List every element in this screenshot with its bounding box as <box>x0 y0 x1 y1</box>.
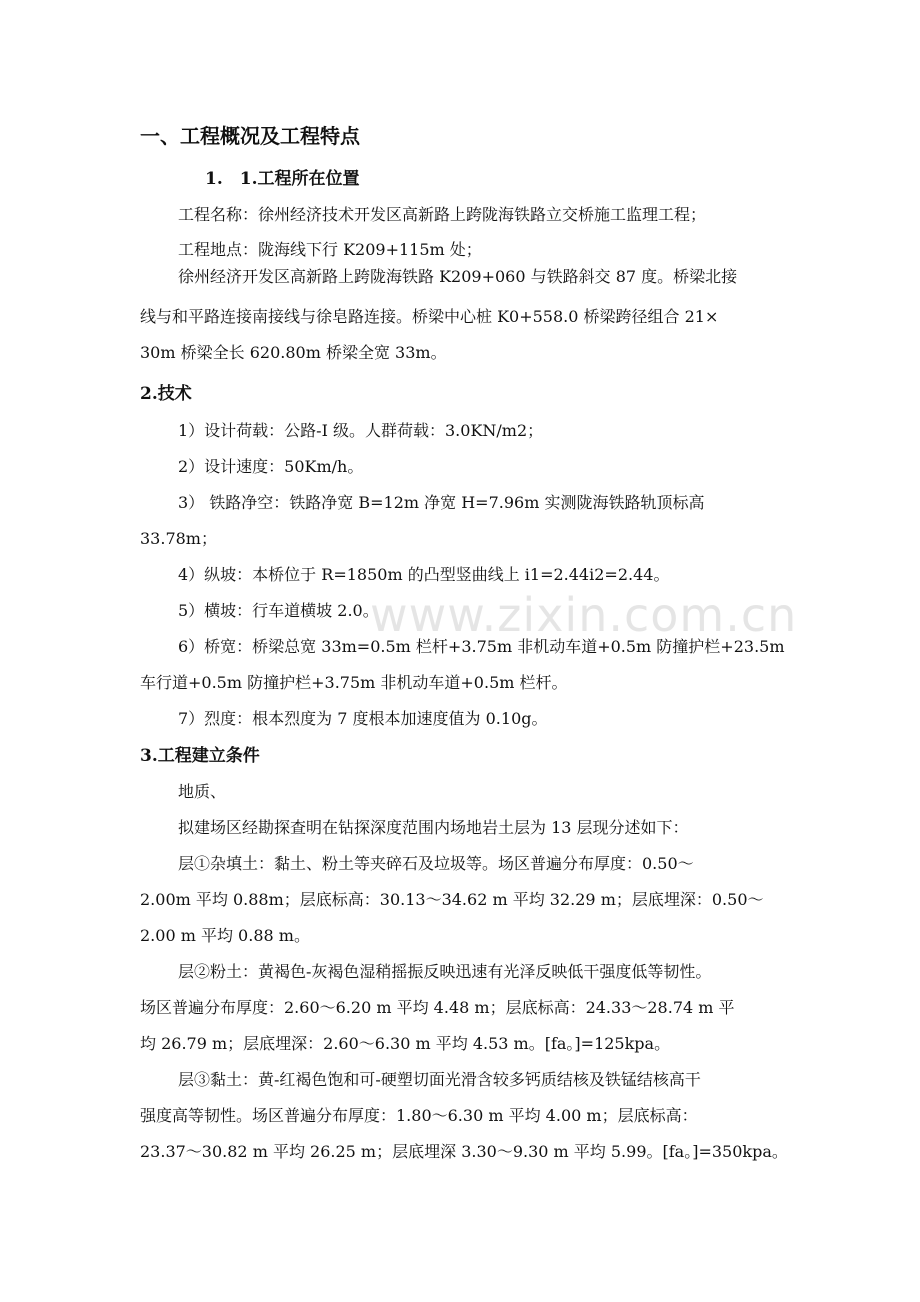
layer-2-line-1: 层②粉土：黄褐色-灰褐色湿稍摇振反映迅速有光泽反映低干强度低等韧性。 <box>178 962 712 981</box>
paragraph-bridge-line-1: 徐州经济开发区高新路上跨陇海铁路 K209+060 与铁路斜交 87 度。桥梁北接 <box>178 267 738 286</box>
layer-1-line-3: 2.00 m 平均 0.88 m。 <box>140 926 310 945</box>
layer-3-line-1: 层③黏土：黄-红褐色饱和可-硬塑切面光滑含较多钙质结核及铁锰结核高干 <box>178 1070 701 1089</box>
tech-item-2: 2）设计速度：50Km/h。 <box>178 457 364 476</box>
tech-item-5: 5）横坡：行车道横坡 2.0。 <box>178 601 379 620</box>
watermark: www.zixin.com.cn <box>370 588 798 642</box>
condition-geology-summary: 拟建场区经勘探查明在钻探深度范围内场地岩土层为 13 层现分述如下： <box>178 818 689 837</box>
paragraph-bridge-line-2: 线与和平路连接南接线与徐皂路连接。桥梁中心桩 K0+558.0 桥梁跨径组合 21× <box>140 307 719 326</box>
tech-item-6-line-1: 6）桥宽：桥梁总宽 33m=0.5m 栏杆+3.75m 非机动车道+0.5m 防撞护栏+23.5m <box>178 637 785 656</box>
tech-item-6-line-2: 车行道+0.5m 防撞护栏+3.75m 非机动车道+0.5m 栏杆。 <box>140 673 568 692</box>
layer-3-line-3: 23.37～30.82 m 平均 26.25 m；层底埋深 3.30～9.30 m 平均 5.99。[fa。]=350kpa。 <box>140 1142 788 1161</box>
tech-item-3-line-2: 33.78m； <box>140 529 217 548</box>
condition-geology-label: 地质、 <box>178 782 227 801</box>
tech-item-3-line-1: 3） 铁路净空：铁路净宽 B=12m 净宽 H=7.96m 实测陇海铁路轨顶标高 <box>178 493 705 512</box>
tech-item-4: 4）纵坡：本桥位于 R=1850m 的凸型竖曲线上 i1=2.44i2=2.44。 <box>178 565 670 584</box>
layer-2-line-2: 场区普遍分布厚度：2.60～6.20 m 平均 4.48 m；层底标高：24.33～28.74 m 平 <box>140 998 735 1017</box>
layer-1-line-1: 层①杂填土：黏土、粉土等夹碎石及垃圾等。场区普遍分布厚度：0.50～ <box>178 854 694 873</box>
layer-3-line-2: 强度高等韧性。场区普遍分布厚度：1.80～6.30 m 平均 4.00 m；层底标高： <box>140 1106 698 1125</box>
paragraph-project-location: 工程地点：陇海线下行 K209+115m 处； <box>178 240 482 259</box>
paragraph-bridge-line-3: 30m 桥梁全长 620.80m 桥梁全宽 33m。 <box>140 343 447 362</box>
section-heading-1: 一、工程概况及工程特点 <box>140 124 360 148</box>
paragraph-project-name: 工程名称：徐州经济技术开发区高新路上跨陇海铁路立交桥施工监理工程； <box>178 205 707 224</box>
section-heading-3: 3.工程建立条件 <box>140 746 260 766</box>
subsection-heading-1-1: 1. 1.工程所在位置 <box>205 169 360 189</box>
layer-2-line-3: 均 26.79 m；层底埋深：2.60～6.30 m 平均 4.53 m。[fa。]=125kpa。 <box>140 1034 671 1053</box>
tech-item-1: 1）设计荷载：公路-I 级。人群荷载：3.0KN/m2； <box>178 421 544 440</box>
section-heading-2: 2.技术 <box>140 384 192 404</box>
layer-1-line-2: 2.00m 平均 0.88m；层底标高：30.13～34.62 m 平均 32.29 m；层底埋深：0.50～ <box>140 890 764 909</box>
tech-item-7: 7）烈度：根本烈度为 7 度根本加速度值为 0.10g。 <box>178 709 548 728</box>
